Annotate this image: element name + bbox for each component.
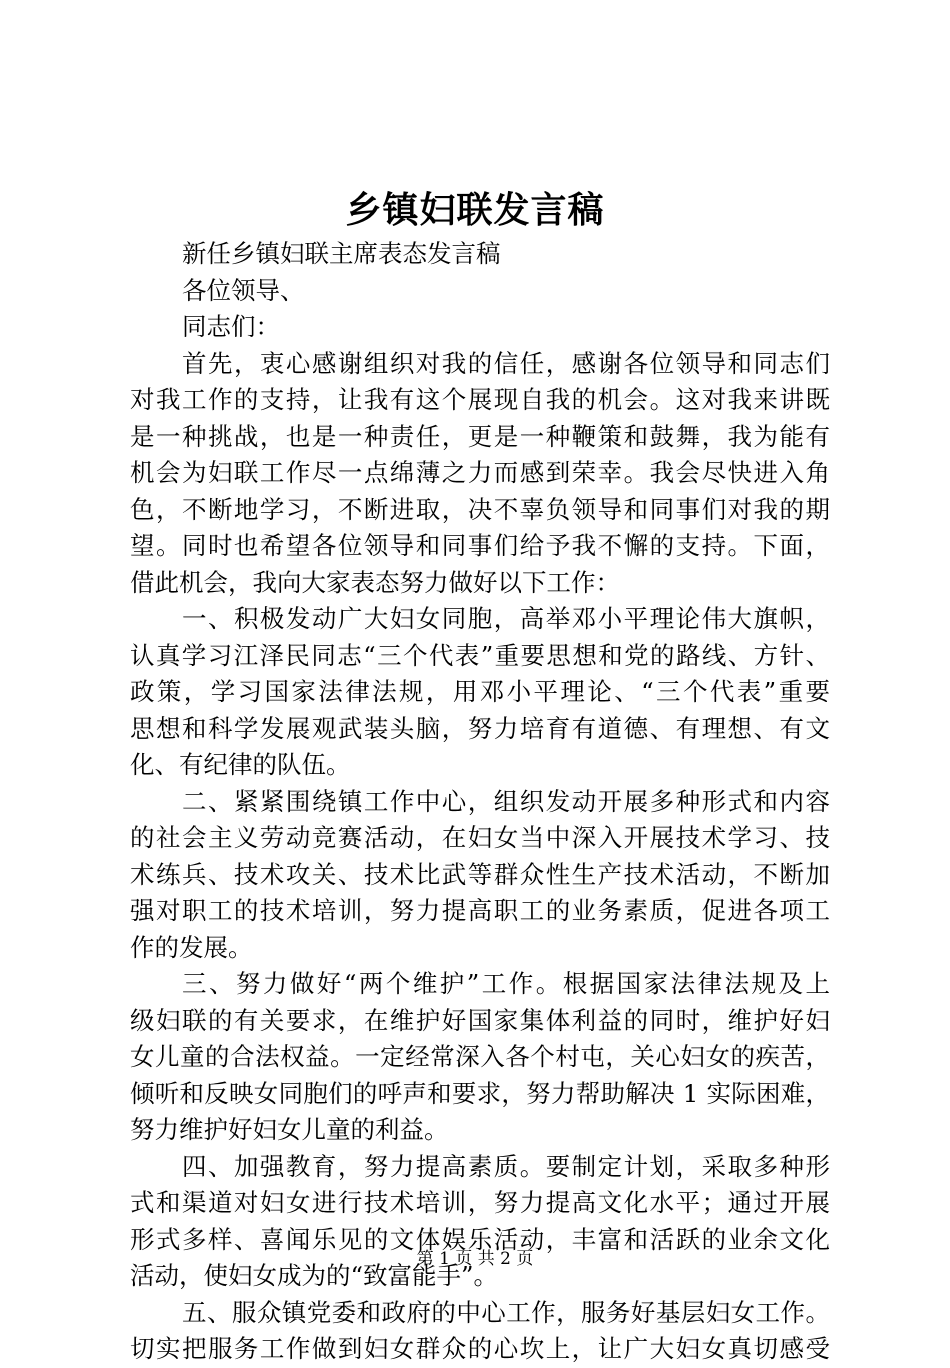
paragraph-line: 思想和科学发展观武装头脑，努力培育有道德、有理想、有文 bbox=[130, 713, 830, 743]
paragraph-line: 是一种挑战，也是一种责任，更是一种鞭策和鼓舞，我为能有 bbox=[130, 421, 830, 451]
page-footer: 第 1 页 共 2 页 bbox=[416, 1249, 534, 1269]
document-title: 乡镇妇联发言稿 bbox=[345, 189, 605, 231]
paragraph-line: 政策，学习国家法律法规，用邓小平理论、“三个代表”重要 bbox=[130, 677, 830, 706]
paragraph-line: 二、紧紧围绕镇工作中心，组织发动开展多种形式和内容 bbox=[182, 786, 830, 816]
paragraph-line: 强对职工的技术培训，努力提高职工的业务素质，促进各项工 bbox=[130, 896, 830, 925]
paragraph-line: 的社会主义劳动竞赛活动，在妇女当中深入开展技术学习、技 bbox=[130, 823, 830, 852]
paragraph-line: 望。同时也希望各位领导和同事们给予我不懈的支持。下面， bbox=[130, 531, 830, 560]
paragraph-line: 作的发展。 bbox=[130, 932, 253, 962]
paragraph-line: 形式多样、喜闻乐见的文体娱乐活动，丰富和活跃的业余文化 bbox=[130, 1224, 830, 1254]
paragraph-line: 一、积极发动广大妇女同胞，高举邓小平理论伟大旗帜， bbox=[182, 604, 830, 633]
paragraph-line: 五、服众镇党委和政府的中心工作，服务好基层妇女工作。 bbox=[182, 1297, 830, 1327]
paragraph-line: 级妇联的有关要求，在维护好国家集体利益的同时，维护好妇 bbox=[130, 1005, 830, 1035]
paragraph-line: 式和渠道对妇女进行技术培训，努力提高文化水平；通过开展 bbox=[130, 1188, 830, 1217]
salutation-line: 各位领导、 bbox=[182, 275, 305, 305]
paragraph-line: 机会为妇联工作尽一点绵薄之力而感到荣幸。我会尽快进入角 bbox=[130, 458, 830, 487]
paragraph-line: 色，不断地学习，不断进取，决不辜负领导和同事们对我的期 bbox=[130, 494, 830, 524]
paragraph-line: 术练兵、技术攻关、技术比武等群众性生产技术活动，不断加 bbox=[130, 859, 830, 889]
paragraph-line: 认真学习江泽民同志“三个代表”重要思想和党的路线、方针、 bbox=[130, 640, 830, 670]
paragraph-line: 四、加强教育，努力提高素质。要制定计划，采取多种形 bbox=[182, 1151, 830, 1181]
paragraph-line: 切实把服务工作做到妇女群众的心坎上，让广大妇女真切感受 bbox=[130, 1334, 830, 1363]
paragraph-line: 活动，使妇女成为的“致富能手”。 bbox=[130, 1261, 499, 1290]
paragraph-line: 化、有纪律的队伍。 bbox=[130, 750, 351, 779]
paragraph-line: 努力维护好妇女儿童的利益。 bbox=[130, 1115, 449, 1144]
paragraph-line: 倾听和反映女同胞们的呼声和要求，努力帮助解决 1 实际困难， bbox=[130, 1078, 830, 1108]
subtitle-line: 新任乡镇妇联主席表态发言稿 bbox=[182, 239, 501, 268]
paragraph-line: 对我工作的支持，让我有这个展现自我的机会。这对我来讲既 bbox=[130, 385, 830, 414]
salutation-line: 同志们： bbox=[182, 312, 280, 341]
document-body bbox=[130, 236, 830, 1368]
paragraph-line: 借此机会，我向大家表态努力做好以下工作： bbox=[130, 567, 620, 597]
paragraph-line: 女儿童的合法权益。一定经常深入各个村屯，关心妇女的疾苦， bbox=[130, 1042, 830, 1071]
paragraph-line: 首先，衷心感谢组织对我的信任，感谢各位领导和同志们 bbox=[182, 348, 830, 378]
paragraph-line: 三、努力做好“两个维护”工作。根据国家法律法规及上 bbox=[182, 969, 830, 998]
